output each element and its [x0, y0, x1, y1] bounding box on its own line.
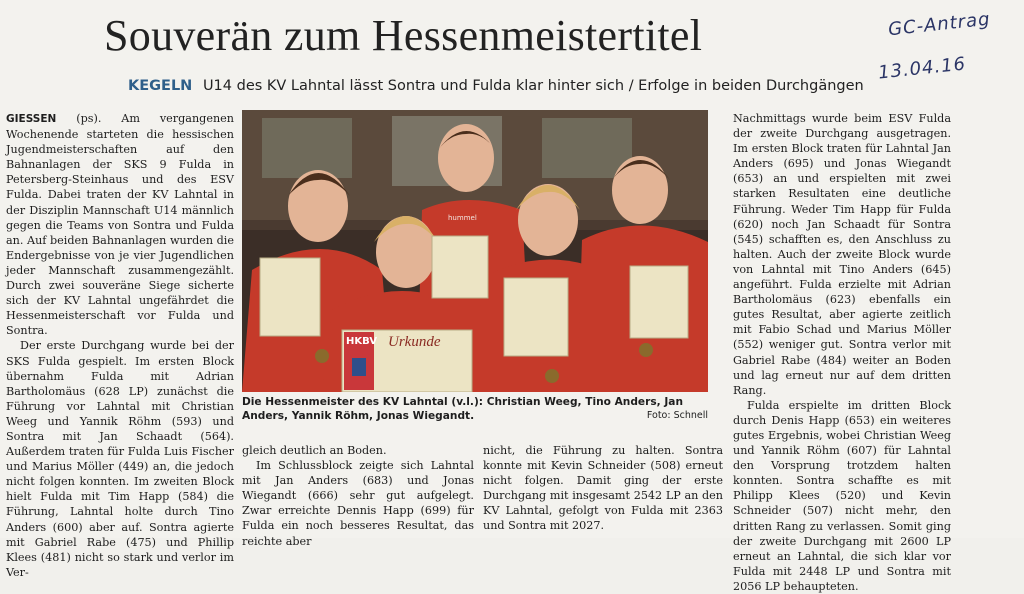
article-paragraph: Nachmittags wurde beim ESV Fulda der zweite Durchgang ausgetragen. Im ersten Block traten für Lahntal Jan Anders (695) und Jonas Wiegandt (653) an und erspielten mit zwei starken Resultaten eine deutliche Führung. Weder Tim Happ für Fulda (620) noch Jan Schaadt für Sontra (545) schafften es, den Anschluss zu halten. Auch der zweite Block wurde von Lahntal mit Tino Anders (645) angeführt. Fulda erzielte mit Adrian Bartholomäus (623) ebenfalls ein gutes Resultat, aber agierte zeitlich mit Fabio Schad und Marius Möller (552) weniger gut. Sontra verlor mit Gabriel Rabe (484) weiter an Boden und lag erneut nur auf dem dritten Rang.: [733, 112, 951, 397]
certificate-logo: HKBV: [346, 336, 378, 347]
article-column-4: [733, 111, 951, 594]
subheadline: [128, 76, 888, 96]
shirt-brand: hummel: [448, 214, 477, 222]
certificate-title: Urkunde: [388, 334, 441, 350]
subheadline-text: U14 des KV Lahntal lässt Sontra und Fulda klar hinter sich / Erfolge in beiden Durchgängen: [202, 78, 864, 94]
article-column-1: [6, 111, 234, 580]
article-column-3: [483, 443, 723, 534]
article-paragraph: Der erste Durchgang wurde bei der SKS Fulda gespielt. Im ersten Block übernahm Fulda mit Adrian Bartholomäus (628 LP) zunächst die Führung vor Lahntal mit Christian Weeg und Yannik Röhm (593) und Sontra mit Jan Schaadt (564). Außerdem traten für Fulda Luis Fischer und Marius Möller (449) an, die jedoch nicht folgen konnten. Im zweiten Block hielt Fulda mit Tim Happ (584) die Führung, Lahntal holte durch Tino Anders (600) aber auf. Sontra agierte mit Gabriel Rabe (475) und Phillip Klees (481) nicht so stark und verlor im Ver-: [6, 339, 234, 579]
photo-credit: Foto: Schnell: [646, 410, 708, 421]
team-photo: [242, 110, 708, 392]
caption-text: Die Hessenmeister des KV Lahntal (v.l.): Christian Weeg, Tino Anders, Jan Anders, Yannik Röhm, Jonas Wiegandt.: [242, 396, 683, 422]
article-paragraph: Fulda erspielte im dritten Block durch Denis Happ (653) ein weiteres gutes Ergebnis, wobei Christian Weeg und Yannik Röhm (607) für Lahntal den Vorsprung trotzdem halten konnten. Sontra schaffte es mit Philipp Klees (520) und Kevin Schneider (507) nicht mehr, den dritten Rang zu verlassen. Somit ging der zweite Durchgang mit 2600 LP erneut an Lahntal, die sich klar vor Fulda mit 2448 LP und Sontra mit 2056 LP behaupteten.: [733, 398, 951, 593]
section-kicker: KEGELN: [128, 78, 193, 94]
article-column-2: [242, 443, 474, 549]
paragraph-text: (ps). Am vergangenen Wochenende starteten die hessischen Jugendmeisterschaften auf den Bahnanlagen der SKS 9 Fulda in Petersberg-Steinhaus und des ESV Fulda. Dabei traten der KV Lahntal in der Disziplin Mannschaft U14 männlich gegen die Teams von Sontra und Fulda an. Auf beiden Bahnanlagen wurden die Endergebnisse von je vier Jugendlichen jeder Mannschaft zusammengezählt. Durch zwei souveräne Siege sicherte sich der KV Lahntal ungefährdet die Hessenmeisterschaft vor Fulda und Sontra.: [6, 112, 234, 338]
dateline: GIESSEN: [6, 113, 57, 125]
headline: Souverän zum Hessenmeistertitel: [104, 11, 703, 60]
article-paragraph: [6, 111, 234, 338]
article-paragraph: Im Schlussblock zeigte sich Lahntal mit Jan Anders (683) und Jonas Wiegandt (666) sehr gut aufgelegt. Zwar erreichte Dennis Happ (699) für Fulda ein noch besseres Resultat, das reichte aber: [242, 459, 474, 548]
article-paragraph: gleich deutlich an Boden.: [242, 444, 387, 457]
photo-caption: [242, 395, 708, 423]
team-photo-illustration: [242, 110, 708, 392]
handwritten-note: GC-Antrag: [887, 8, 992, 41]
article-paragraph: nicht, die Führung zu halten. Sontra konnte mit Kevin Schneider (508) erneut nicht folgen. Damit ging der erste Durchgang mit insgesamt 2542 LP an den KV Lahntal, gefolgt von Fulda mit 2363 und Sontra mit 2027.: [483, 444, 723, 533]
handwritten-date: 13.04.16: [877, 53, 968, 84]
